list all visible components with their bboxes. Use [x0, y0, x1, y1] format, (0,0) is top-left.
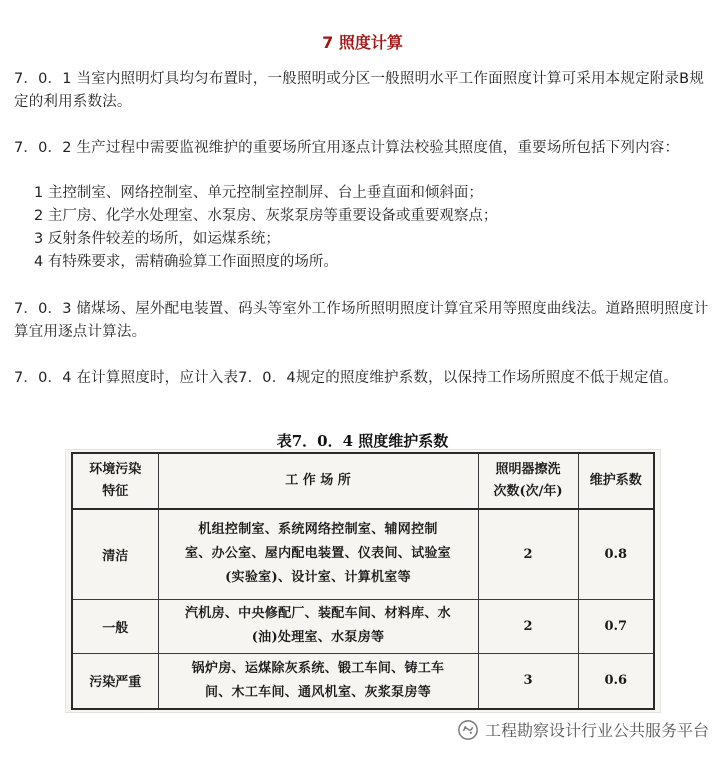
header-wash-count: 照明器擦洗 次数(次/年) [478, 453, 578, 509]
row-category: 清洁 [72, 509, 158, 599]
header-maintenance-factor: 维护系数 [578, 453, 654, 509]
paragraph-7-0-2: 7．0．2 生产过程中需要监视维护的重要场所宜用逐点计算法校验其照度值，重要场所包括下列内容： [14, 140, 680, 156]
paragraph-7-0-1: 7．0．1 当室内照明灯具均匀布置时，一般照明或分区一般照明水平工作面照度计算可采用本规定附录B规定的利用系数法。 [14, 71, 705, 110]
header-work-place: 工 作 场 所 [158, 453, 478, 509]
table-row [72, 653, 654, 709]
row-wash-count: 2 [478, 599, 578, 653]
table-image [66, 450, 660, 712]
table-row [72, 509, 654, 599]
page-title: 7 照度计算 [322, 33, 403, 52]
watermark-text: 工程勘察设计行业公共服务平台 [484, 721, 709, 740]
list-item: 2 主厂房、化学水处理室、水泵房、灰浆泵房等重要设备或重要观察点； [34, 208, 498, 224]
list-item: 4 有特殊要求，需精确验算工作面照度的场所。 [34, 254, 338, 270]
maintenance-factor-table [71, 452, 655, 710]
wechat-account-icon [457, 719, 479, 741]
header-environment: 环境污染 特征 [72, 453, 158, 509]
row-factor: 0.8 [578, 509, 654, 599]
table-row [72, 599, 654, 653]
list-item: 3 反射条件较差的场所，如运煤系统； [34, 231, 280, 247]
row-wash-count: 2 [478, 509, 578, 599]
row-places: 锅炉房、运煤除灰系统、锻工车间、铸工车 间、木工车间、通风机室、灰浆泵房等 [158, 653, 478, 709]
row-category: 污染严重 [72, 653, 158, 709]
table-title: 表7．0．4 照度维护系数 [276, 432, 449, 450]
row-factor: 0.7 [578, 599, 654, 653]
row-places: 机组控制室、系统网络控制室、辅网控制 室、办公室、屋内配电装置、仪表间、试验室 (实验室)、设计室、计算机室等 [158, 509, 478, 599]
list-item: 1 主控制室、网络控制室、单元控制室控制屏、台上垂直面和倾斜面； [34, 185, 483, 201]
paragraph-7-0-3: 7．0．3 储煤场、屋外配电装置、码头等室外工作场所照明照度计算宜采用等照度曲线法。道路照明照度计算宜用逐点计算法。 [14, 301, 709, 340]
watermark [457, 718, 709, 741]
row-wash-count: 3 [478, 653, 578, 709]
row-category: 一般 [72, 599, 158, 653]
row-factor: 0.6 [578, 653, 654, 709]
row-places: 汽机房、中央修配厂、装配车间、材料库、水 (油)处理室、水泵房等 [158, 599, 478, 653]
paragraph-7-0-4: 7．0．4 在计算照度时，应计入表7．0．4规定的照度维护系数，以保持工作场所照度不低于规定值。 [14, 370, 679, 386]
